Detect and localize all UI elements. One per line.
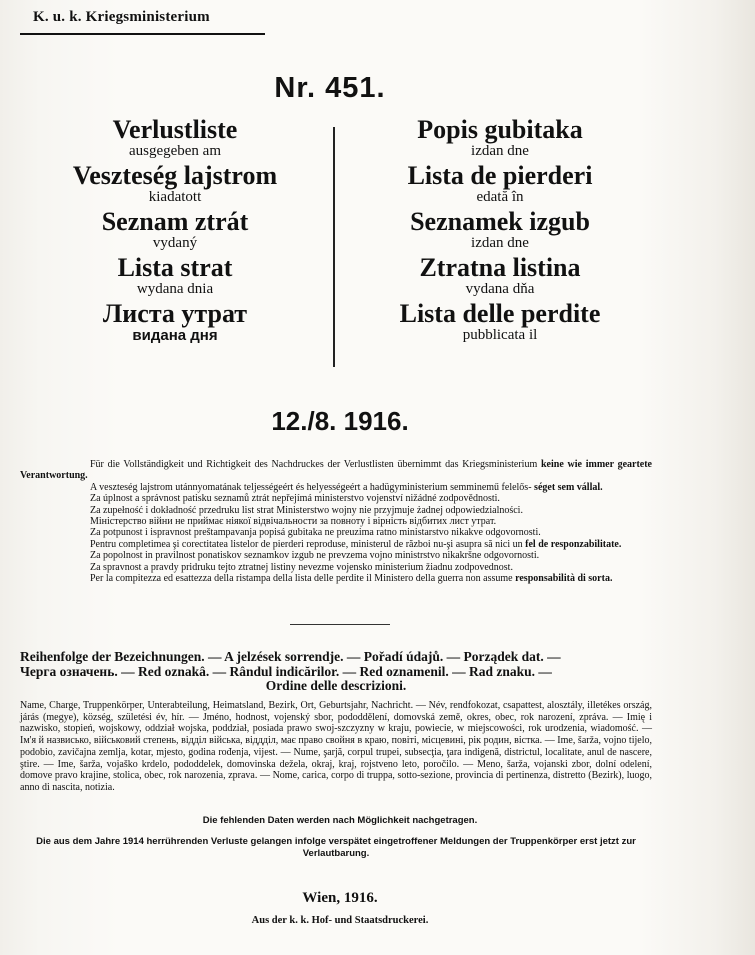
title-polish: Lista strat bbox=[117, 253, 233, 282]
order-heading-line: Ordine delle descrizioni. bbox=[265, 678, 407, 693]
title-croatian: Popis gubitaka bbox=[417, 115, 583, 144]
disclaimer-block bbox=[20, 459, 652, 584]
field-description: Name, Charge, Truppenkörper, Unterabteilung, Heimatsland, Bezirk, Ort, Geburtsjahr, Nachricht. — Név, rendfokozat, csapattest, alosztály, illetékes ország, járás (megye), község, születési év, hír. — Jméno, hodnost, vojenský sbor, pododdělení, domovská země, okres, obec, rok narození, zpráva. — Imię i nazwisko, stopień, wojskowy, oddział wojska, poddział, posiada prawo swoj-szczyzny w kraju, powiecie, w miejscowości, rok urodzenia, wiadomość. — Ім'я й назвисько, військовий степень, відділ війська, віддділ, має право свойня в краю, повіті, місцевині, рік родин, вістка. — Ime, šarža, vojno tijelo, podobio, zavičajna zemlja, kotar, mjesto, godina rođenja, vijest. — Nume, şarjă, corpul trupei, subsecţia, ţara indigenă, districtul, localitate, anul de nascere, ştire. — Ime, šarža, vojaško krdelo, pododdelek, domovinska dežela, okraj, kraj, rojstveno leto, poročilo. — Meno, šarža, vojanski zbor, dolní odelení, domove pravo krajine, stolica, obec, rok narozenia, zprava. — Nome, carica, corpo di truppa, sotto-sezione, provincia di pertinenza, distretto (Bezirk), luogo, anno di nascita, notizia. bbox=[20, 700, 652, 793]
disclaimer-paragraph: A veszteség lajstrom utánnyomatának teljességeért és helyességeért a hadügyministerium semminemű felelős- séget sem vállal. bbox=[90, 481, 603, 493]
subtitle-croatian: izdan dne bbox=[471, 143, 529, 159]
multilingual-titles bbox=[0, 117, 755, 377]
order-heading-line: Reihenfolge der Bezeichnungen. — A jelzések sorrendje. — Pořadí údajů. — Porządek dat. — bbox=[20, 649, 561, 664]
title-slovak: Ztratna listina bbox=[419, 253, 581, 282]
disclaimer-paragraph: Za úplnost a správnost patisku seznamů ztrát nepřejímá ministerstvo vojenství nižádné zodpovědnosti. bbox=[90, 493, 500, 505]
disclaimer-paragraph: Pentru completimea şi corectitatea listelor de pierderi reproduse, ministerul de război nu-şi asupra să nici un fel de responzabilitate. bbox=[90, 538, 622, 550]
title-italian: Lista delle perdite bbox=[399, 299, 601, 328]
issue-date: 12./8. 1916. bbox=[271, 406, 409, 436]
disclaimer-paragraph: Per la compitezza ed esattezza della ristampa della lista delle perdite il Ministero della guerra non assume responsabilità di sorta. bbox=[90, 573, 613, 585]
disclaimer-paragraph: Za spravnost a pravdy pridruku tejto ztratnej listiny nevezme vojensko ministerium žiadnu zodpovednost. bbox=[90, 561, 513, 573]
subtitle-slovene: izdan dne bbox=[471, 235, 529, 251]
title-hungarian: Veszteség lajstrom bbox=[72, 161, 278, 190]
printer-imprint: Aus der k. k. Hof- und Staatsdruckerei. bbox=[251, 915, 429, 926]
disclaimer-paragraph: Za potpunost i ispravnost preštampavanja popisá gubitaka ne preuzima ratno ministarstvo nikakve odgovornosti. bbox=[90, 527, 541, 539]
titles-left-column bbox=[40, 117, 310, 347]
order-heading bbox=[20, 650, 652, 694]
title-romanian: Lista de pierderi bbox=[407, 161, 593, 190]
title-czech: Seznam ztrát bbox=[101, 207, 249, 236]
title-ukrainian: Листа утрат bbox=[102, 299, 248, 328]
publication-place: Wien, 1916. bbox=[302, 890, 378, 906]
disclaimer-paragraph: Za popolnost in pravilnost ponatiskov seznamkov izgub ne prevzema vojno ministrstvo nikakršne odgovornosti. bbox=[90, 550, 540, 562]
section-rule bbox=[290, 624, 390, 625]
list-number: Nr. 451. bbox=[274, 72, 386, 104]
disclaimer-paragraph: Міністерство війни не приймає ніякої відвічальности за повноту і вірність відбитих лист утрат. bbox=[90, 516, 497, 528]
subtitle-german: ausgegeben am bbox=[128, 143, 222, 159]
subtitle-polish: wydana dnia bbox=[136, 281, 214, 297]
ministry-header: K. u. k. Kriegsministerium bbox=[33, 9, 210, 25]
subtitle-hungarian: kiadatott bbox=[148, 189, 202, 205]
column-divider bbox=[333, 127, 335, 367]
subtitle-romanian: edată în bbox=[476, 189, 524, 205]
titles-right-column bbox=[355, 117, 645, 347]
late-reports-note: Die aus dem Jahre 1914 herrührenden Verluste gelangen infolge verspätet eingetroffener Meldungen der Truppenkörper erst jetzt zur Verlautbarung. bbox=[36, 836, 636, 859]
subtitle-ukrainian: видана дня bbox=[132, 327, 218, 344]
disclaimer-paragraph: Für die Vollständigkeit und Richtigkeit des Nachdruckes der Verlustlisten übernimmt das Kriegsministerium keine wie immer geartete Verantwortung. bbox=[20, 459, 653, 482]
title-german: Verlustliste bbox=[112, 115, 238, 144]
subtitle-slovak: vydana dňa bbox=[465, 281, 535, 297]
order-heading-line: Черга означень. — Red oznakâ. — Rândul indicărilor. — Red oznamenil. — Rad znaku. — bbox=[20, 663, 552, 679]
title-slovene: Seznamek izgub bbox=[410, 207, 590, 236]
missing-data-note: Die fehlenden Daten werden nach Möglichkeit nachgetragen. bbox=[202, 815, 478, 826]
subtitle-italian: pubblicata il bbox=[462, 327, 538, 343]
subtitle-czech: vydaný bbox=[152, 235, 198, 251]
disclaimer-paragraph: Za zupełność i dokładność przedruku list strat Ministerstwo wojny nie przyjmuje żadnej odpowiedzialności. bbox=[90, 504, 523, 516]
header-rule bbox=[20, 33, 265, 35]
